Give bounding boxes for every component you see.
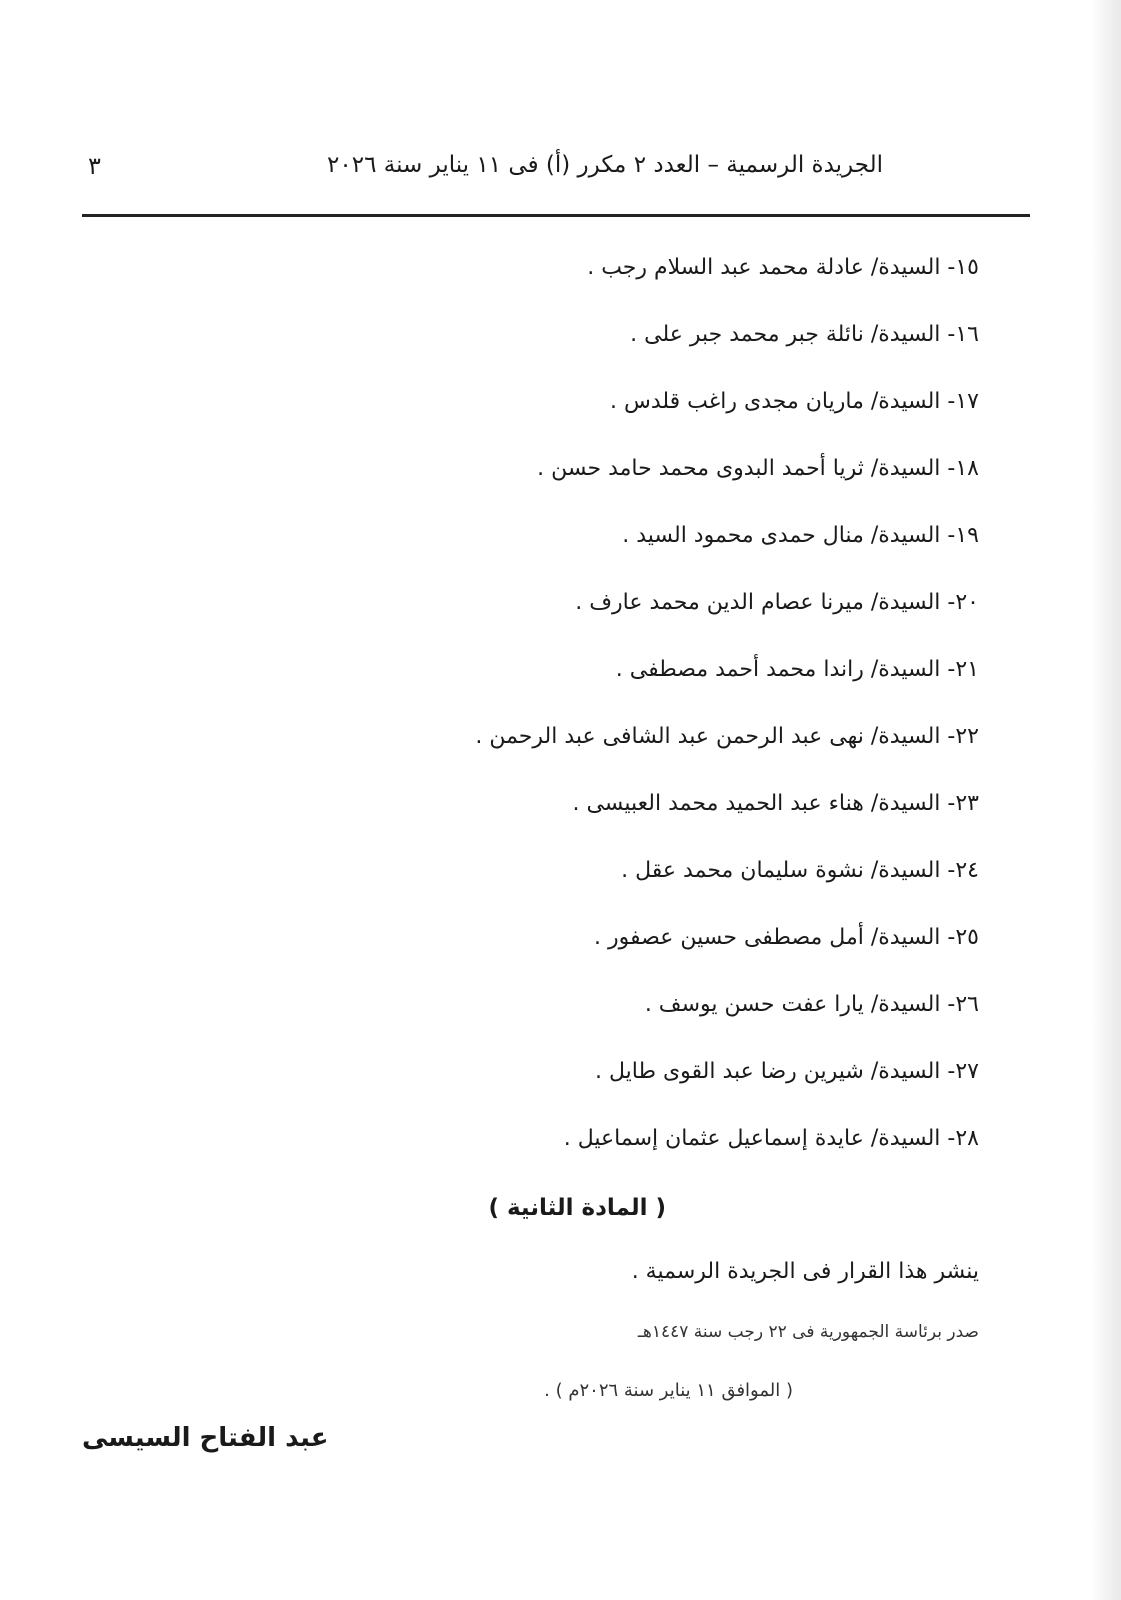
article-heading-text: ( المادة الثانية ) bbox=[488, 1195, 666, 1221]
list-item: ٢٠- السيدة/ ميرنا عصام الدين محمد عارف . bbox=[575, 590, 979, 615]
list-item: ٢٥- السيدة/ أمل مصطفى حسين عصفور . bbox=[594, 925, 979, 950]
list-item: ٢٣- السيدة/ هناء عبد الحميد محمد العبيسى . bbox=[572, 791, 979, 816]
list-item: ٢٤- السيدة/ نشوة سليمان محمد عقل . bbox=[621, 858, 979, 883]
gregorian-date: ( الموافق ١١ يناير سنة ٢٠٢٦م ) . bbox=[544, 1380, 793, 1401]
list-item: ١٩- السيدة/ منال حمدى محمود السيد . bbox=[622, 523, 979, 548]
publication-clause: ينشر هذا القرار فى الجريدة الرسمية . bbox=[631, 1259, 979, 1284]
list-item: ٢١- السيدة/ راندا محمد أحمد مصطفى . bbox=[615, 657, 979, 682]
list-item: ١٦- السيدة/ نائلة جبر محمد جبر على . bbox=[630, 322, 979, 347]
list-item: ١٨- السيدة/ ثريا أحمد البدوى محمد حامد حسن . bbox=[537, 456, 979, 481]
list-item: ٢٧- السيدة/ شيرين رضا عبد القوى طايل . bbox=[594, 1059, 979, 1084]
issued-date: صدر برئاسة الجمهورية فى ٢٢ رجب سنة ١٤٤٧هـ bbox=[637, 1322, 979, 1342]
header-title: الجريدة الرسمية – العدد ٢ مكرر (أ) فى ١١ يناير سنة ٢٠٢٦ bbox=[327, 152, 883, 178]
list-item: ١٥- السيدة/ عادلة محمد عبد السلام رجب . bbox=[587, 255, 979, 280]
list-item: ٢٦- السيدة/ يارا عفت حسن يوسف . bbox=[644, 992, 979, 1017]
header-divider bbox=[82, 214, 1030, 217]
article-heading bbox=[0, 1195, 1121, 1231]
page-edge-shadow bbox=[1091, 0, 1121, 1600]
appointees-list bbox=[279, 250, 979, 1188]
signature: عبد الفتاح السيسى bbox=[82, 1423, 329, 1453]
list-item: ٢٨- السيدة/ عايدة إسماعيل عثمان إسماعيل . bbox=[563, 1126, 979, 1151]
list-item: ١٧- السيدة/ ماريان مجدى راغب قلدس . bbox=[610, 389, 979, 414]
page-number: ٣ bbox=[88, 152, 101, 180]
list-item: ٢٢- السيدة/ نهى عبد الرحمن عبد الشافى عبد الرحمن . bbox=[475, 724, 979, 749]
